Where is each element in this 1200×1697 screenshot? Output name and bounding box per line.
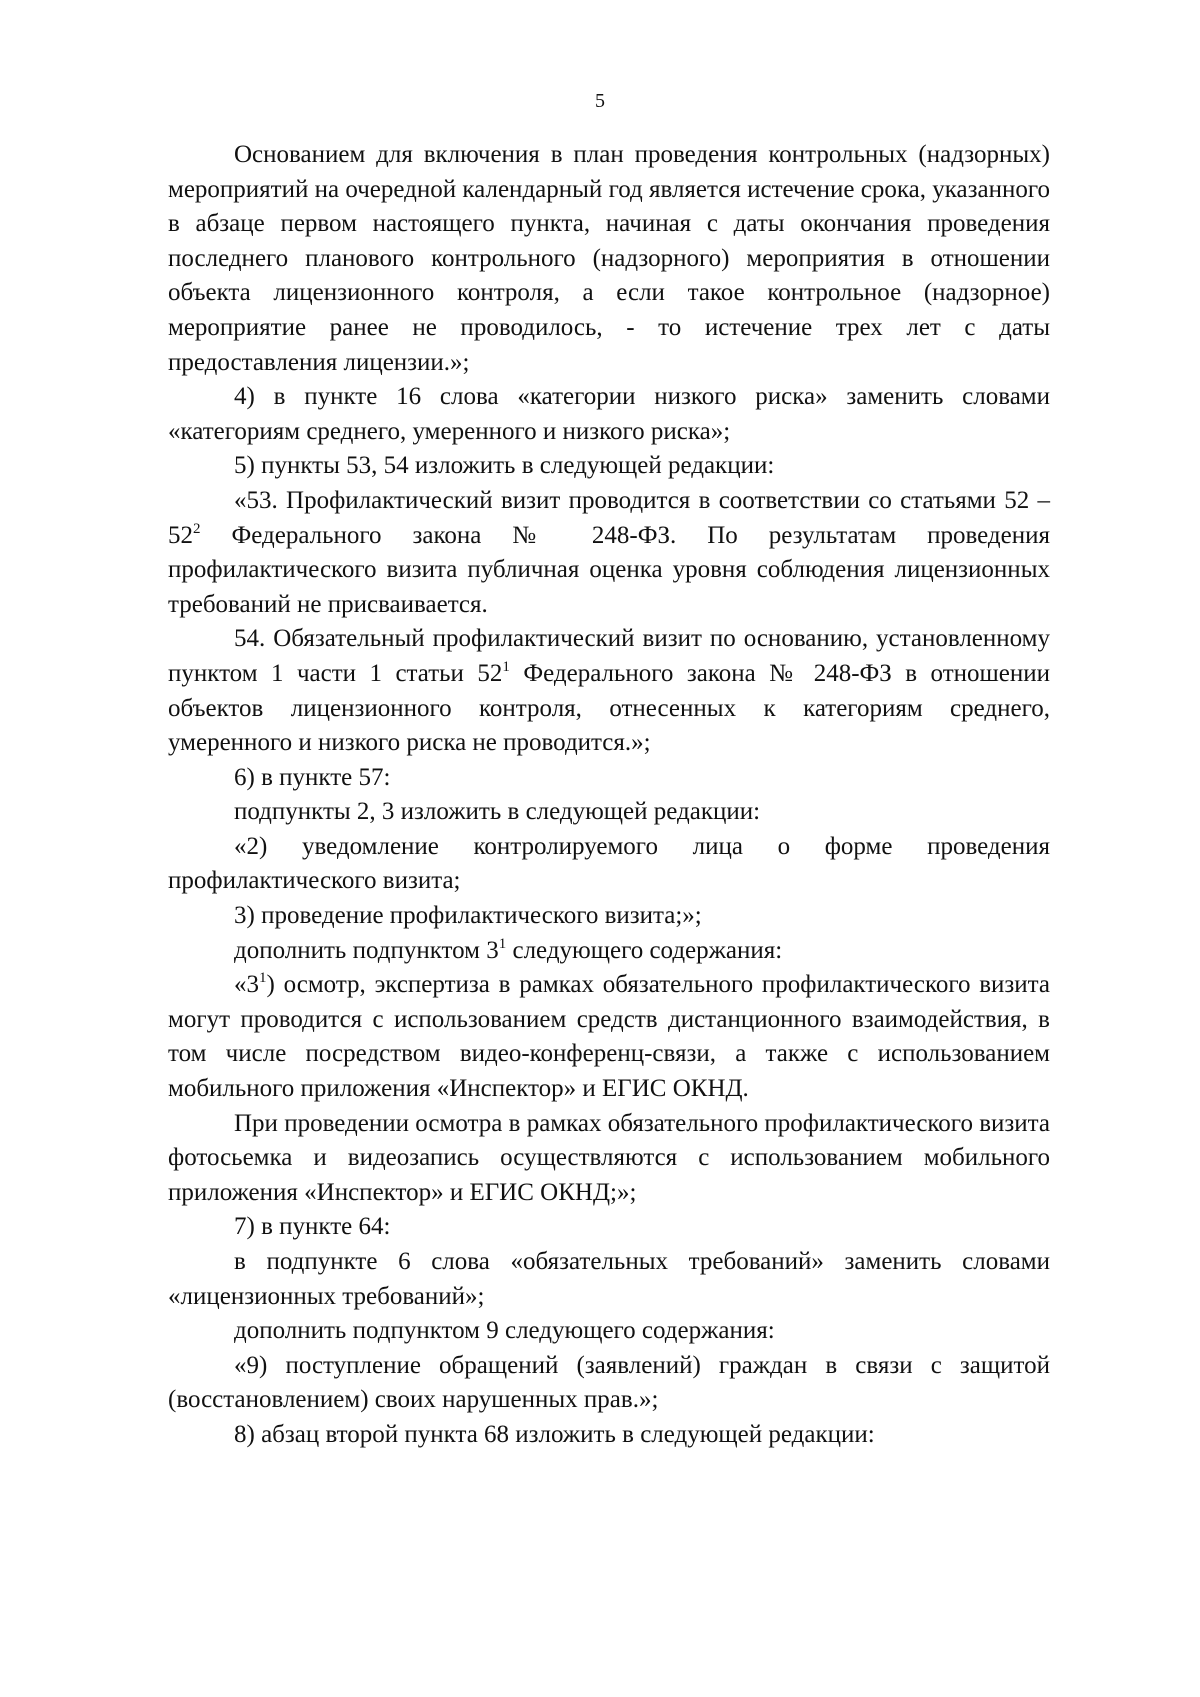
paragraph-add-subitem-9: дополнить подпунктом 9 следующего содержания: [234,1317,775,1345]
paragraph-add-subitem-3-1: дополнить подпунктом $3^1$ следующего содержания: [234,935,783,964]
paragraph-item-8: 8) абзац второй пункта 68 изложить в следующей редакции: [234,1420,875,1448]
paragraph-basis-for-plan: Основанием для включения в план проведения контрольных (надзорных) мероприятий на очередной календарный год является истечение срока, указанного в абзаце первом настоящего пункта, начиная с даты окончания проведения последнего планового контрольного (надзорного) мероприятия в отношении объекта лицензионного контроля, а если такое контрольное (надзорное) мероприятие ранее не проводилось, - то истечение трех лет с даты предоставления лицензии.»; [168,141,1050,376]
paragraph-subitem-6-replace: в подпункте 6 слова «обязательных требований» заменить словами «лицензионных требований»; [168,1248,1050,1310]
superscript-index: 1 [502,658,510,675]
paragraph-subitem-3: 3) проведение профилактического визита;»; [234,902,702,930]
paragraph-point-53: «53. Профилактический визит проводится в соответствии со статьями $52 - 52^2$ Федерального закона № 248-ФЗ. По результатам проведения профилактического визита публичная оценка уровня соблюдения лицензионных требований не присваивается. [168,486,1050,618]
document-body [168,138,1050,1453]
paragraph-subitem-9: «9) поступление обращений (заявлений) граждан в связи с защитой (восстановлением) своих нарушенных прав.»; [168,1351,1050,1414]
paragraph-item-5: 5) пункты 53, 54 изложить в следующей редакции: [234,452,775,480]
superscript-index: 1 [498,935,507,952]
paragraph-subitems-2-3: подпункты 2, 3 изложить в следующей редакции: [234,798,761,826]
paragraph-item-7: 7) в пункте 64: [234,1213,391,1241]
paragraph-item-4: 4) в пункте 16 слова «категории низкого риска» заменить словами «категориям среднего, умеренного и низкого риска»; [168,383,1050,445]
paragraph-item-6: 6) в пункте 57: [234,763,391,791]
superscript-index: 2 [193,520,201,537]
paragraph-inspection-recording: При проведении осмотра в рамках обязательного профилактического визита фотосьемка и видеозапись осуществляются с использованием мобильного приложения «Инспектор» и ЕГИС ОКНД;»; [168,1109,1050,1206]
superscript-index: 1 [259,970,267,987]
paragraph-subitem-2: «2) уведомление контролируемого лица о форме проведения профилактического визита; [168,832,1050,895]
paragraph-point-54: 54. Обязательный профилактический визит по основанию, установленному пунктом 1 части 1 статьи $52^1$ Федерального закона № 248-ФЗ в отношении объектов лицензионного контроля, отнесенных к категориям среднего, умеренного и низкого риска не проводится.»; [168,625,1050,757]
page-number: 5 [595,90,605,112]
paragraph-subitem-3-1: «$3^1$) осмотр, экспертиза в рамках обязательного профилактического визита могут проводится с использованием средств дистанционного взаимодействия, в том числе посредством видео-конференц-связи, а также с использованием мобильного приложения «Инспектор» и ЕГИС ОКНД. [168,970,1050,1103]
